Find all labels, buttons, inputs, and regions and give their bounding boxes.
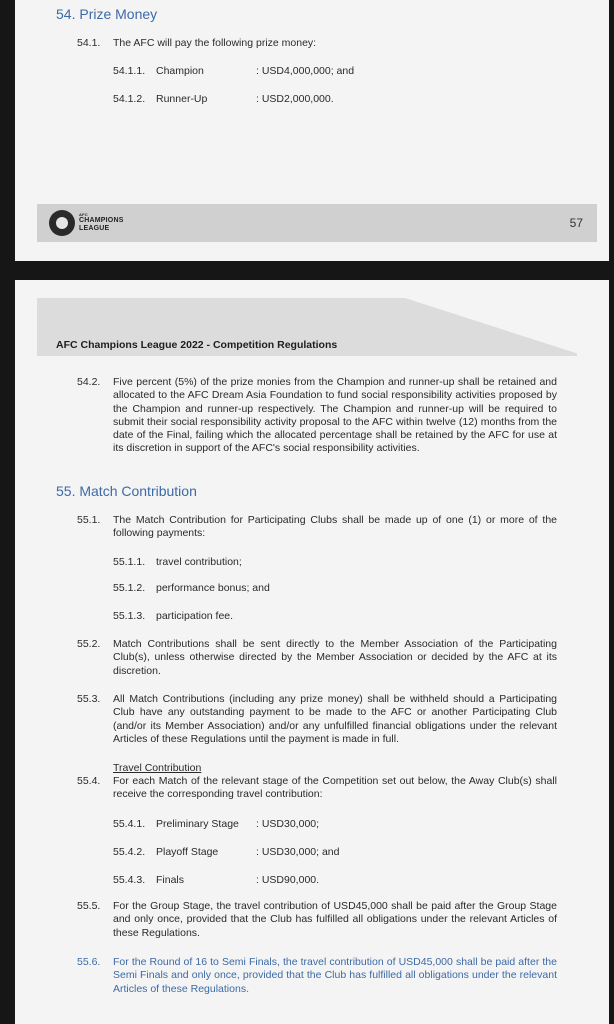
prize-label: Runner-Up: [156, 93, 208, 105]
clause-number: 55.1.2.: [113, 582, 146, 594]
clause-number: 54.2.: [77, 376, 101, 388]
clause-number: 55.6.: [77, 956, 101, 968]
clause-number: 54.1.: [77, 37, 101, 49]
clause-number: 55.1.1.: [113, 556, 146, 568]
stage-value: : USD30,000;: [256, 818, 320, 830]
clause-number: 55.4.3.: [113, 874, 146, 886]
document-page-58: [15, 280, 609, 1024]
clause-number: 55.4.2.: [113, 846, 146, 858]
clause-number: 55.1.3.: [113, 610, 146, 622]
page-number: 57: [569, 216, 583, 230]
clause-text: For each Match of the relevant stage of the Competition set out below, the Away Club(s) shall receive the corresponding travel contribution:: [113, 775, 557, 801]
clause-number: 55.4.: [77, 775, 101, 787]
logo-text: AFC CHAMPIONS LEAGUE: [79, 212, 124, 232]
afc-logo-icon: [49, 210, 75, 236]
clause-number: 55.5.: [77, 900, 101, 912]
stage-label: Preliminary Stage: [156, 818, 239, 830]
stage-label: Finals: [156, 874, 185, 886]
clause-number: 55.1.: [77, 514, 101, 526]
clause-text-highlighted: For the Round of 16 to Semi Finals, the travel contribution of USD45,000 shall be paid after the Semi Finals and only once, provided that the Club has fulfilled all obligations under the relevant Articles of these Regulations.: [113, 956, 557, 995]
section-heading-match-contribution: 55. Match Contribution: [56, 483, 197, 499]
prize-value: : USD2,000,000.: [256, 93, 334, 105]
subheading-travel-contribution: Travel Contribution: [113, 762, 202, 774]
prize-value: : USD4,000,000; and: [256, 65, 355, 77]
clause-number: 55.2.: [77, 638, 101, 650]
section-heading-prize-money: 54. Prize Money: [56, 6, 158, 22]
clause-text: Match Contributions shall be sent directly to the Member Association of the Participating Club(s), unless otherwise directed by the Member Association or decided by the AFC at its discretion.: [113, 638, 557, 677]
stage-value: : USD90,000.: [256, 874, 320, 886]
stage-label: Playoff Stage: [156, 846, 219, 858]
clause-text: For the Group Stage, the travel contribution of USD45,000 shall be paid after the Group Stage and only once, provided that the Club has fulfilled all obligations under the relevant Articles of these Regulations.: [113, 900, 557, 939]
stage-value: : USD30,000; and: [256, 846, 340, 858]
prize-label: Champion: [156, 65, 204, 77]
list-item: travel contribution;: [156, 556, 242, 568]
clause-number: 55.3.: [77, 693, 101, 705]
clause-text: Five percent (5%) of the prize monies from the Champion and runner-up shall be retained and allocated to the AFC Dream Asia Foundation to fund social responsibility activities proposed by the Champion and runner-up respectively. The Champion and runner-up will be required to submit their social responsibility activity proposal to the AFC within twelve (12) months from the date of the Final, failing which the allocated percentage shall be retained by the AFC for use at its discretion in support of the AFC's social responsibility activities.: [113, 376, 557, 455]
list-item: participation fee.: [156, 610, 234, 622]
header-diagonal: [405, 298, 585, 356]
list-item: performance bonus; and: [156, 582, 270, 594]
clause-number: 54.1.2.: [113, 93, 146, 105]
document-page-57: [15, 0, 609, 261]
page-footer: [37, 204, 597, 242]
clause-text: All Match Contributions (including any prize money) shall be withheld should a Participating Club have any outstanding payment to be made to the AFC or another Participating Club (and/or its Member Association) and/or any unfulfilled financial obligations under the relevant Articles of these Regulations until the payment is made in full.: [113, 693, 557, 745]
clause-text: The Match Contribution for Participating Clubs shall be made up of one (1) or more of the following payments:: [113, 514, 557, 540]
clause-text: The AFC will pay the following prize money:: [113, 37, 317, 49]
document-title: AFC Champions League 2022 - Competition Regulations: [56, 339, 338, 351]
clause-number: 55.4.1.: [113, 818, 146, 830]
clause-number: 54.1.1.: [113, 65, 146, 77]
